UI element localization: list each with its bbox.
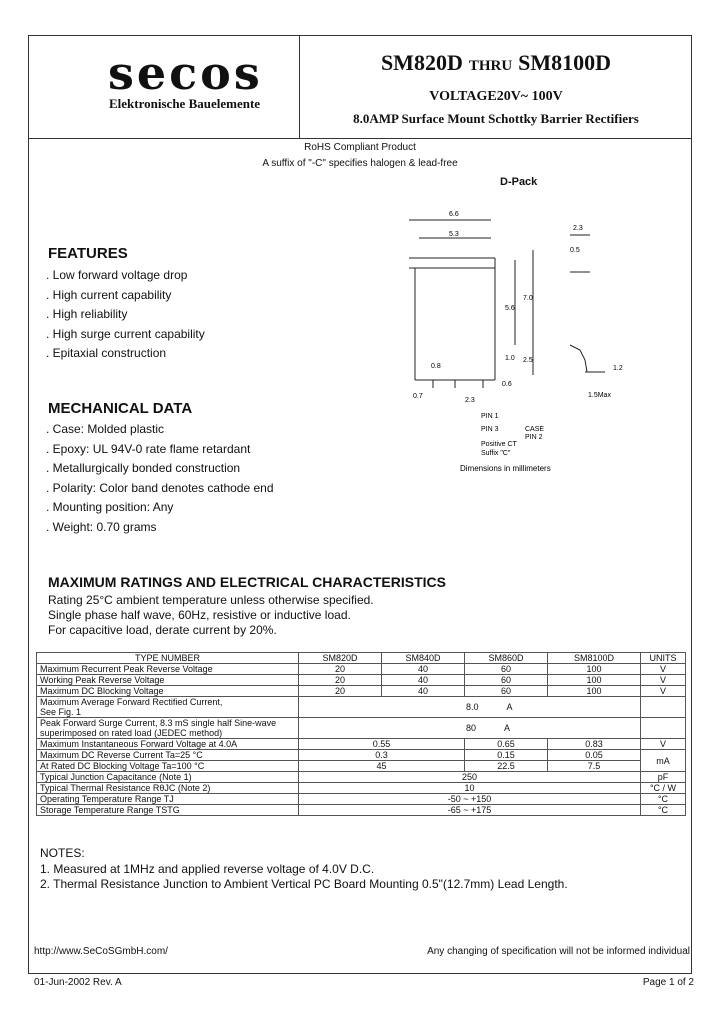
voltage-range: VOLTAGE20V~ 100V: [429, 89, 563, 104]
list-item: . Metallurgically bonded construction: [46, 461, 241, 475]
list-item: . Mounting position: Any: [46, 500, 174, 514]
table-row: [37, 750, 686, 761]
row-label: Peak Forward Surge Current, 8.3 mS single half Sine-wave superimposed on rated load (JEDEC method): [37, 718, 299, 739]
table-row: [37, 686, 686, 697]
table-row: [37, 664, 686, 675]
dim-label: 1.5Max: [588, 392, 611, 399]
side-lead: [570, 345, 587, 372]
list-item: . Low forward voltage drop: [46, 268, 188, 282]
cell: V: [641, 675, 686, 686]
cell: 0.15: [465, 750, 548, 761]
list-item: . Weight: 0.70 grams: [46, 519, 157, 534]
dim-label: 0.5: [570, 247, 580, 254]
list-item: . High current capability: [46, 287, 172, 302]
dim-label: 0.6: [502, 381, 512, 388]
cell: [641, 718, 686, 739]
column-header: TYPE NUMBER: [37, 653, 299, 664]
footer-url[interactable]: http://www.SeCoSGmbH.com/: [34, 946, 168, 957]
suffix-ct-label: Suffix "C": [481, 450, 511, 457]
list-item: . High reliability: [46, 307, 128, 321]
row-label: Maximum Recurrent Peak Reverse Voltage: [37, 664, 299, 675]
cell: 40: [382, 664, 465, 675]
cell: 80 A: [299, 718, 641, 739]
positive-ct-label: Positive CT: [481, 441, 517, 448]
list-item: . High surge current capability: [46, 326, 205, 341]
list-item: . Case: Molded plastic: [46, 422, 165, 436]
table-row: [37, 783, 686, 794]
list-item: . Epitaxial construction: [46, 346, 167, 360]
dim-label: 1.0: [505, 355, 515, 362]
cell: mA: [641, 750, 686, 772]
cell: 0.55: [299, 739, 465, 750]
row-label: Typical Thermal Resistance RθJC (Note 2): [37, 783, 299, 794]
cell: 250: [299, 772, 641, 783]
row-label: At Rated DC Blocking Voltage Ta=100 °C: [37, 761, 299, 772]
thru-label: THRU: [468, 58, 513, 74]
features-title: FEATURES: [48, 245, 128, 262]
product-description: 8.0AMP Surface Mount Schottky Barrier Rectifiers: [353, 111, 639, 126]
ratings-table: [36, 652, 686, 816]
ratings-line: Rating 25°C ambient temperature unless otherwise specified.: [48, 593, 374, 607]
row-label: Working Peak Reverse Voltage: [37, 675, 299, 686]
cell: -50 ~ +150: [299, 794, 641, 805]
ratings-line: For capacitive load, derate current by 20%.: [48, 623, 277, 637]
cell: 40: [382, 675, 465, 686]
cell: 100: [548, 675, 641, 686]
table-row: [37, 718, 686, 739]
cell: V: [641, 664, 686, 675]
note-2: 2. Thermal Resistance Junction to Ambient Vertical PC Board Mounting 0.5"(12.7mm) Lead Length.: [40, 877, 568, 891]
row-label: Maximum Instantaneous Forward Voltage at 4.0A: [37, 739, 299, 750]
part-title: [300, 50, 692, 76]
table-row: [37, 697, 686, 718]
cell: -65 ~ +175: [299, 805, 641, 816]
footer-page: Page 1 of 2: [642, 977, 694, 988]
cell: °C: [641, 805, 686, 816]
row-label: Maximum DC Reverse Current Ta=25 °C: [37, 750, 299, 761]
list-item: . Epoxy: UL 94V-0 rate flame retardant: [46, 441, 251, 456]
column-header: SM840D: [382, 653, 465, 664]
ratings-text: [48, 593, 374, 638]
table-header-row: [37, 653, 686, 664]
footer-disclaimer: Any changing of specification will not be informed individual: [427, 946, 690, 957]
cell: 0.3: [299, 750, 465, 761]
cell: pF: [641, 772, 686, 783]
dim-label: 0.8: [431, 363, 441, 370]
row-label: Maximum DC Blocking Voltage: [37, 686, 299, 697]
cell: 22.5: [465, 761, 548, 772]
row-label: Storage Temperature Range TSTG: [37, 805, 299, 816]
cell: 45: [299, 761, 465, 772]
row-label: Typical Junction Capacitance (Note 1): [37, 772, 299, 783]
row-label: Operating Temperature Range TJ: [37, 794, 299, 805]
table-row: [37, 772, 686, 783]
dim-label: 0.7: [413, 393, 423, 400]
column-header: UNITS: [641, 653, 686, 664]
halogen-note: A suffix of "-C" specifies halogen & lead-free: [262, 158, 458, 169]
cell: 0.05: [548, 750, 641, 761]
row-label: Maximum Average Forward Rectified Current, See Fig. 1: [37, 697, 299, 718]
case-label: CASE: [525, 426, 545, 433]
header-divider: [28, 138, 692, 139]
cell: 40: [382, 686, 465, 697]
cell: 60: [465, 664, 548, 675]
cell: 8.0 A: [299, 697, 641, 718]
ratings-line: Single phase half wave, 60Hz, resistive or inductive load.: [48, 608, 351, 622]
ratings-title: MAXIMUM RATINGS AND ELECTRICAL CHARACTERISTICS: [48, 574, 446, 590]
cell: °C: [641, 794, 686, 805]
note-1: 1. Measured at 1MHz and applied reverse voltage of 4.0V D.C.: [40, 862, 375, 876]
table-row: [37, 761, 686, 772]
cell: 60: [465, 686, 548, 697]
package-name: D-Pack: [500, 176, 538, 188]
company-logo: secos: [108, 46, 263, 100]
rohs-note: RoHS Compliant Product: [304, 142, 416, 153]
pin1-label: PIN 1: [481, 413, 499, 420]
dim-label: 2.5: [523, 357, 533, 364]
cell: V: [641, 739, 686, 750]
column-header: SM8100D: [548, 653, 641, 664]
company-name: Elektronische Bauelemente: [109, 96, 261, 111]
cell: 0.83: [548, 739, 641, 750]
cell: V: [641, 686, 686, 697]
cell: 60: [465, 675, 548, 686]
pin2-label: PIN 2: [525, 434, 543, 441]
features-list: [46, 268, 205, 366]
cell: 10: [299, 783, 641, 794]
dim-label: 5.3: [449, 231, 459, 238]
dim-label: 6.6: [449, 211, 459, 218]
list-item: . Polarity: Color band denotes cathode end: [46, 480, 274, 495]
table-row: [37, 739, 686, 750]
footer-date: 01-Jun-2002 Rev. A: [34, 977, 122, 988]
dim-label: 2.3: [573, 225, 583, 232]
package-drawing: [405, 200, 645, 480]
cell: [641, 697, 686, 718]
table-row: [37, 675, 686, 686]
cell: 20: [299, 675, 382, 686]
pin3-label: PIN 3: [481, 426, 499, 433]
table-row: [37, 805, 686, 816]
mechanical-list: [46, 422, 274, 539]
cell: 0.65: [465, 739, 548, 750]
mechanical-title: MECHANICAL DATA: [48, 400, 193, 417]
dim-label: 5.6: [505, 305, 515, 312]
dim-label: 2.3: [465, 397, 475, 404]
dim-label: 1.2: [613, 365, 623, 372]
table-row: [37, 794, 686, 805]
cell: 20: [299, 686, 382, 697]
column-header: SM820D: [299, 653, 382, 664]
cell: °C / W: [641, 783, 686, 794]
dimensions-note: Dimensions in millimeters: [460, 464, 551, 473]
column-header: SM860D: [465, 653, 548, 664]
part-to: SM8100D: [518, 50, 612, 75]
cell: 100: [548, 664, 641, 675]
cell: 20: [299, 664, 382, 675]
part-from: SM820D: [380, 50, 463, 75]
cell: 100: [548, 686, 641, 697]
notes-title: NOTES:: [40, 846, 85, 860]
dim-label: 7.0: [523, 295, 533, 302]
cell: 7.5: [548, 761, 641, 772]
